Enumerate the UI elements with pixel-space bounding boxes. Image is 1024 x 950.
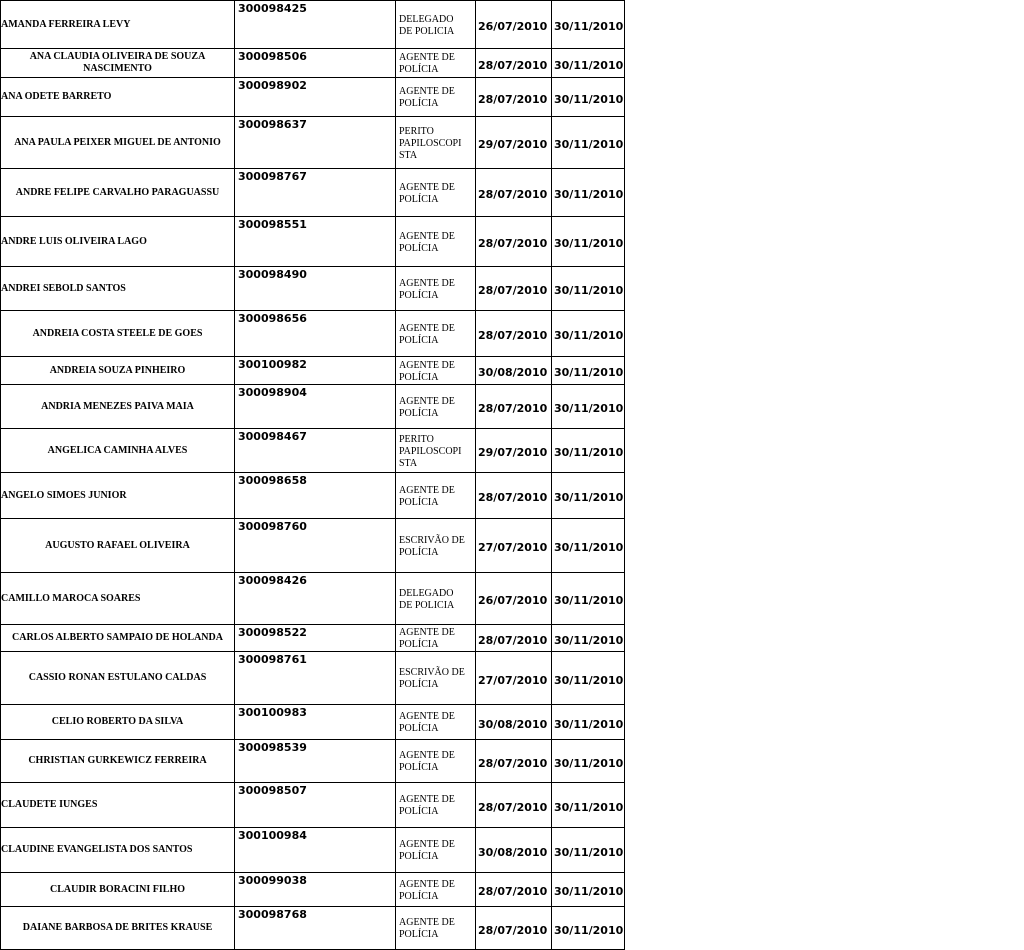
position-cell: [396, 267, 476, 311]
registration-number-text: 300100982: [238, 358, 307, 371]
start-date-text: 28/07/2010: [478, 402, 548, 415]
employee-name-cell: ANA PAULA PEIXER MIGUEL DE ANTONIO: [1, 117, 235, 169]
end-date-text: 30/11/2010: [554, 20, 624, 33]
end-date-cell: [552, 828, 625, 873]
employee-name-cell: CHRISTIAN GURKEWICZ FERREIRA: [1, 740, 235, 783]
position-cell: [396, 625, 476, 652]
employee-name-cell: CARLOS ALBERTO SAMPAIO DE HOLANDA: [1, 625, 235, 652]
position-cell: [396, 740, 476, 783]
start-date-cell: [476, 705, 552, 740]
table-row: [1, 78, 625, 117]
employee-name-cell: ANDREIA COSTA STEELE DE GOES: [1, 311, 235, 357]
end-date-text: 30/11/2010: [554, 541, 624, 554]
end-date-cell: [552, 169, 625, 217]
employee-name-cell: ANDREIA SOUZA PINHEIRO: [1, 357, 235, 385]
end-date-cell: [552, 740, 625, 783]
employee-name-cell: CASSIO RONAN ESTULANO CALDAS: [1, 652, 235, 705]
position-cell: [396, 1, 476, 49]
end-date-text: 30/11/2010: [554, 366, 624, 379]
start-date-cell: [476, 49, 552, 78]
end-date-cell: [552, 49, 625, 78]
registration-number-text: 300098426: [238, 574, 307, 587]
employee-name-cell: ANGELO SIMOES JUNIOR: [1, 473, 235, 519]
employee-name-cell: AUGUSTO RAFAEL OLIVEIRA: [1, 519, 235, 573]
registration-number-cell: [235, 311, 396, 357]
position-cell: [396, 783, 476, 828]
table-row: [1, 429, 625, 473]
start-date-text: 28/07/2010: [478, 885, 548, 898]
end-date-cell: [552, 907, 625, 950]
registration-number-cell: [235, 519, 396, 573]
position-cell: [396, 169, 476, 217]
end-date-cell: [552, 117, 625, 169]
start-date-cell: [476, 873, 552, 907]
table-row: [1, 49, 625, 78]
start-date-text: 28/07/2010: [478, 58, 548, 72]
start-date-text: 29/07/2010: [478, 138, 548, 151]
table-row: [1, 573, 625, 625]
position-text: PERITO PAPILOSCOPI STA: [399, 433, 462, 469]
start-date-text: 27/07/2010: [478, 673, 548, 687]
position-cell: [396, 49, 476, 78]
position-text: AGENTE DE POLÍCIA: [399, 322, 455, 346]
end-date-text: 30/11/2010: [554, 284, 624, 297]
end-date-cell: [552, 217, 625, 267]
end-date-text: 30/11/2010: [554, 58, 624, 72]
end-date-cell: [552, 705, 625, 740]
registration-number-text: 300100983: [238, 706, 307, 719]
table-row: [1, 267, 625, 311]
registration-number-cell: [235, 429, 396, 473]
position-text: AGENTE DE POLÍCIA: [399, 395, 455, 419]
end-date-cell: [552, 783, 625, 828]
registration-number-cell: [235, 740, 396, 783]
end-date-text: 30/11/2010: [554, 673, 624, 687]
registration-number-text: 300098637: [238, 118, 307, 131]
end-date-cell: [552, 473, 625, 519]
table-row: [1, 311, 625, 357]
employee-name-cell: CLAUDETE IUNGES: [1, 783, 235, 828]
end-date-text: 30/11/2010: [554, 800, 624, 814]
end-date-cell: [552, 519, 625, 573]
employee-name-cell: ANA CLAUDIA OLIVEIRA DE SOUZA NASCIMENTO: [1, 49, 235, 78]
end-date-text: 30/11/2010: [554, 188, 624, 201]
start-date-text: 28/07/2010: [478, 188, 548, 201]
table-row: [1, 357, 625, 385]
registration-number-cell: [235, 357, 396, 385]
end-date-text: 30/11/2010: [554, 717, 624, 731]
employee-name-cell: ANA ODETE BARRETO: [1, 78, 235, 117]
registration-number-cell: [235, 78, 396, 117]
start-date-cell: [476, 519, 552, 573]
registration-number-text: 300098506: [238, 50, 307, 63]
start-date-cell: [476, 169, 552, 217]
start-date-cell: [476, 783, 552, 828]
registration-number-text: 300098760: [238, 520, 307, 533]
start-date-text: 28/07/2010: [478, 633, 548, 647]
start-date-text: 27/07/2010: [478, 541, 548, 554]
position-cell: [396, 519, 476, 573]
end-date-cell: [552, 311, 625, 357]
employee-name-cell: CELIO ROBERTO DA SILVA: [1, 705, 235, 740]
start-date-text: 26/07/2010: [478, 20, 548, 33]
position-text: AGENTE DE POLÍCIA: [399, 750, 455, 773]
registration-number-text: 300098490: [238, 268, 307, 281]
table-row: [1, 907, 625, 950]
end-date-cell: [552, 267, 625, 311]
start-date-text: 26/07/2010: [478, 594, 548, 607]
end-date-cell: [552, 625, 625, 652]
table-row: [1, 385, 625, 429]
table-row: [1, 740, 625, 783]
registration-number-cell: [235, 267, 396, 311]
registration-number-text: 300099038: [238, 874, 307, 887]
registration-number-text: 300098467: [238, 430, 307, 443]
registration-number-cell: [235, 705, 396, 740]
employee-name-cell: ANDRE LUIS OLIVEIRA LAGO: [1, 217, 235, 267]
position-text: DELEGADO DE POLICIA: [399, 13, 455, 37]
position-cell: [396, 217, 476, 267]
registration-number-text: 300098761: [238, 653, 307, 666]
employee-name-cell: DAIANE BARBOSA DE BRITES KRAUSE: [1, 907, 235, 950]
end-date-cell: [552, 357, 625, 385]
table-row: [1, 169, 625, 217]
registration-number-cell: [235, 625, 396, 652]
start-date-text: 29/07/2010: [478, 446, 548, 459]
end-date-text: 30/11/2010: [554, 885, 624, 898]
registration-number-cell: [235, 652, 396, 705]
start-date-cell: [476, 473, 552, 519]
start-date-cell: [476, 267, 552, 311]
position-text: AGENTE DE POLÍCIA: [399, 277, 455, 301]
start-date-cell: [476, 429, 552, 473]
start-date-cell: [476, 652, 552, 705]
registration-number-text: 300098425: [238, 2, 307, 15]
position-cell: [396, 429, 476, 473]
start-date-cell: [476, 217, 552, 267]
start-date-text: 30/08/2010: [478, 717, 548, 731]
end-date-text: 30/11/2010: [554, 845, 624, 859]
position-text: AGENTE DE POLÍCIA: [399, 794, 455, 817]
start-date-text: 28/07/2010: [478, 284, 548, 297]
position-cell: [396, 117, 476, 169]
end-date-cell: [552, 652, 625, 705]
table-row: [1, 828, 625, 873]
position-text: ESCRIVÃO DE POLÍCIA: [399, 667, 465, 690]
registration-number-text: 300098767: [238, 170, 307, 183]
position-text: ESCRIVÃO DE POLÍCIA: [399, 534, 465, 558]
table-row: [1, 783, 625, 828]
start-date-text: 30/08/2010: [478, 366, 548, 379]
employee-name-cell: ANDRE FELIPE CARVALHO PARAGUASSU: [1, 169, 235, 217]
table-row: [1, 652, 625, 705]
table-row: [1, 705, 625, 740]
position-text: AGENTE DE POLÍCIA: [399, 711, 455, 734]
start-date-cell: [476, 1, 552, 49]
registration-number-cell: [235, 1, 396, 49]
registration-number-text: 300098658: [238, 474, 307, 487]
start-date-cell: [476, 117, 552, 169]
registration-number-text: 300098904: [238, 386, 307, 399]
registration-number-text: 300098902: [238, 79, 307, 92]
position-text: AGENTE DE POLÍCIA: [399, 917, 455, 940]
start-date-cell: [476, 78, 552, 117]
end-date-text: 30/11/2010: [554, 237, 624, 250]
position-cell: [396, 473, 476, 519]
registration-number-text: 300098522: [238, 626, 307, 639]
start-date-text: 28/07/2010: [478, 491, 548, 504]
registration-number-cell: [235, 49, 396, 78]
end-date-text: 30/11/2010: [554, 402, 624, 415]
registration-number-cell: [235, 783, 396, 828]
end-date-cell: [552, 1, 625, 49]
table-row: [1, 625, 625, 652]
registration-number-text: 300098539: [238, 741, 307, 754]
start-date-cell: [476, 573, 552, 625]
position-cell: [396, 907, 476, 950]
position-cell: [396, 873, 476, 907]
end-date-text: 30/11/2010: [554, 329, 624, 342]
start-date-text: 28/07/2010: [478, 329, 548, 342]
registration-number-cell: [235, 169, 396, 217]
end-date-text: 30/11/2010: [554, 594, 624, 607]
registration-number-cell: [235, 573, 396, 625]
start-date-text: 28/07/2010: [478, 756, 548, 770]
end-date-cell: [552, 573, 625, 625]
position-text: AGENTE DE POLÍCIA: [399, 86, 455, 109]
registration-number-text: 300100984: [238, 829, 307, 842]
position-text: AGENTE DE POLÍCIA: [399, 878, 455, 902]
roster-table-body: [1, 1, 625, 950]
table-row: [1, 117, 625, 169]
position-text: AGENTE DE POLÍCIA: [399, 52, 455, 75]
registration-number-text: 300098768: [238, 908, 307, 921]
employee-name-cell: CLAUDIR BORACINI FILHO: [1, 873, 235, 907]
position-cell: [396, 385, 476, 429]
start-date-cell: [476, 625, 552, 652]
end-date-cell: [552, 78, 625, 117]
start-date-cell: [476, 385, 552, 429]
start-date-text: 28/07/2010: [478, 237, 548, 250]
position-text: PERITO PAPILOSCOPI STA: [399, 125, 462, 161]
start-date-cell: [476, 907, 552, 950]
position-cell: [396, 357, 476, 385]
position-cell: [396, 705, 476, 740]
employee-name-cell: AMANDA FERREIRA LEVY: [1, 1, 235, 49]
position-cell: [396, 311, 476, 357]
position-text: AGENTE DE POLÍCIA: [399, 230, 455, 254]
position-cell: [396, 652, 476, 705]
table-row: [1, 1, 625, 49]
end-date-cell: [552, 385, 625, 429]
registration-number-cell: [235, 385, 396, 429]
table-row: [1, 873, 625, 907]
registration-number-cell: [235, 828, 396, 873]
registration-number-cell: [235, 117, 396, 169]
end-date-text: 30/11/2010: [554, 923, 624, 937]
registration-number-text: 300098551: [238, 218, 307, 231]
start-date-text: 28/07/2010: [478, 800, 548, 814]
position-cell: [396, 573, 476, 625]
position-cell: [396, 828, 476, 873]
employee-name-cell: CLAUDINE EVANGELISTA DOS SANTOS: [1, 828, 235, 873]
end-date-text: 30/11/2010: [554, 491, 624, 504]
end-date-text: 30/11/2010: [554, 92, 624, 106]
employee-name-cell: ANDRIA MENEZES PAIVA MAIA: [1, 385, 235, 429]
end-date-text: 30/11/2010: [554, 446, 624, 459]
end-date-cell: [552, 429, 625, 473]
position-text: DELEGADO DE POLICIA: [399, 587, 455, 611]
start-date-text: 30/08/2010: [478, 845, 548, 859]
position-cell: [396, 78, 476, 117]
registration-number-cell: [235, 217, 396, 267]
table-row: [1, 217, 625, 267]
end-date-text: 30/11/2010: [554, 138, 624, 151]
employee-name-cell: CAMILLO MAROCA SOARES: [1, 573, 235, 625]
employee-name-cell: ANGELICA CAMINHA ALVES: [1, 429, 235, 473]
employee-name-cell: ANDREI SEBOLD SANTOS: [1, 267, 235, 311]
end-date-text: 30/11/2010: [554, 756, 624, 770]
position-text: AGENTE DE POLÍCIA: [399, 627, 455, 650]
registration-number-cell: [235, 473, 396, 519]
registration-number-text: 300098507: [238, 784, 307, 797]
registration-number-text: 300098656: [238, 312, 307, 325]
position-text: AGENTE DE POLÍCIA: [399, 359, 455, 383]
start-date-cell: [476, 357, 552, 385]
registration-number-cell: [235, 873, 396, 907]
table-row: [1, 519, 625, 573]
start-date-cell: [476, 828, 552, 873]
position-text: AGENTE DE POLÍCIA: [399, 839, 455, 862]
position-text: AGENTE DE POLÍCIA: [399, 181, 455, 205]
start-date-text: 28/07/2010: [478, 923, 548, 937]
end-date-cell: [552, 873, 625, 907]
start-date-cell: [476, 311, 552, 357]
end-date-text: 30/11/2010: [554, 633, 624, 647]
position-text: AGENTE DE POLÍCIA: [399, 484, 455, 508]
start-date-text: 28/07/2010: [478, 92, 548, 106]
registration-number-cell: [235, 907, 396, 950]
table-row: [1, 473, 625, 519]
start-date-cell: [476, 740, 552, 783]
